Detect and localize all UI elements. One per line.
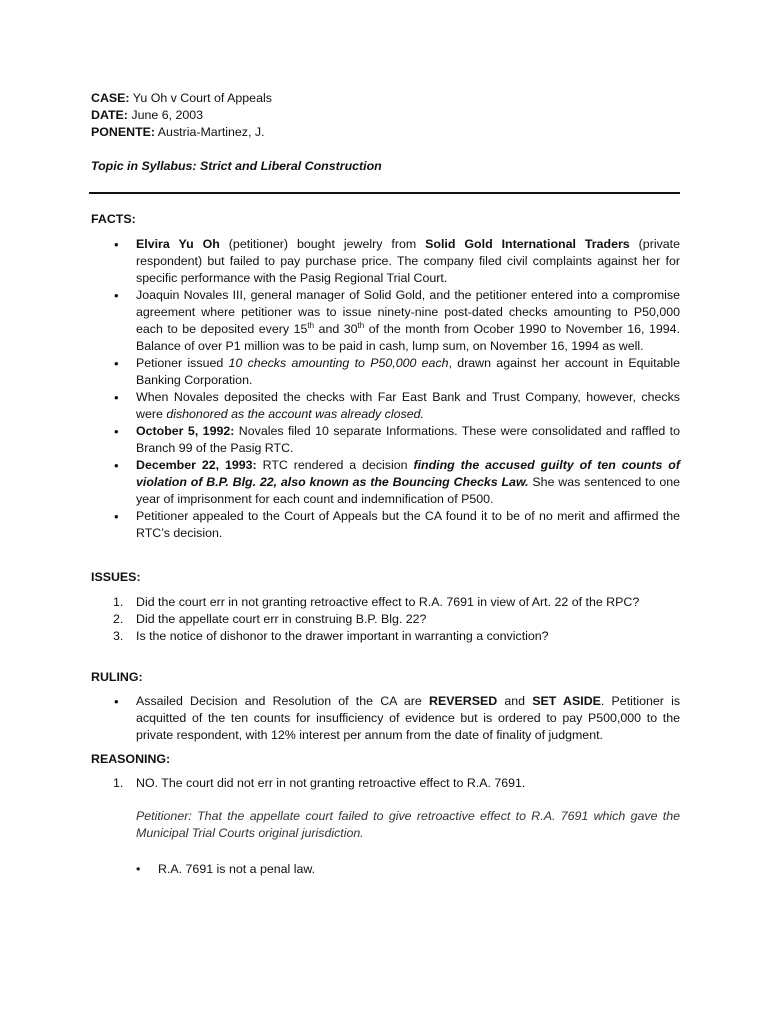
- reasoning-list: [91, 775, 680, 792]
- issues-heading: ISSUES:: [91, 570, 141, 584]
- ruling-item: • Assailed Decision and Resolution of the CA are REVERSED and SET ASIDE. Petitioner is acquitted of the ten counts for insufficiency of evidence but is ordered to pay P500,000 to the private respondent, with 12% interest per annum from the date of finality of judgment.: [91, 693, 680, 744]
- fact-item: • October 5, 1992: Novales filed 10 separate Informations. These were consolidated and raffled to Branch 99 of the Pasig RTC.: [91, 423, 680, 457]
- document-page: CASE: Yu Oh v Court of Appeals DATE: June 6, 2003 PONENTE: Austria-Martinez, J. Topic in Syllabus: Strict and Liberal Construction FACTS: • Elvira Yu Oh (petitioner) bought jewelry from Solid Gold International Traders (private respondent) but failed to pay purchase price. The company filed civil complaints against her for specific performance with the Pasig Regional Trial Court. • Joaquin Novales III, general manager of Solid Gold, and the petitioner entered into a compromise agreement where petitioner was to issue ninety-nine post-dated checks amounting to P50,000 each to be deposited every 15th and 30th of the month from Ocober 1990 to November 16, 1994. Balance of over P1 million was to be paid in cash, lump sum, on November 16, 1994 as well. • Petioner issued 10 checks amounting to P50,000 each, drawn against her account in Equitable Banking Corporation. • When Novales deposited the checks with Far East Bank and Trust Company, however, checks were dishonored as the account was already closed. • October 5, 1992: Novales filed 10 separate Informations. These were consolidated and raffled to Branch 99 of the Pasig RTC. • December 22, 1993: RTC rendered a decision finding the accused guilty of ten counts of violation of B.P. Blg. 22, also known as the Bouncing Checks Law. She was sentenced to one year of imprisonment for each count and indemnification of P500. • Petitioner appealed to the Court of Appeals but the CA found it to be of no merit and affirmed the RTC’s decision. ISSUES: 1. Did the court err in not granting retroactive effect to R.A. 7691 in view of Art. 22 of the RPC? 2. Did the appellate court err in construing B.P. Blg. 22? 3. Is the notice of dishonor to the drawer important in warranting a conviction? RULING: • Assailed Decision and Resolution of the CA are REVERSED and SET ASIDE. Petitioner is acquitted of the ten counts for insufficiency of evidence but is ordered to pay P500,000 to the private respondent, with 12% interest per annum from the date of finality of judgment. REASONING: 1. NO. The court did not err in not granting retroactive effect to R.A. 7691. Petitioner: That the appellate court failed to give retroactive effect to R.A. 7691 which gave the Municipal Trial Courts original jurisdiction. • R.A. 7691 is not a penal law.: [0, 0, 768, 1024]
- reasoning-item: 1. NO. The court did not err in not granting retroactive effect to R.A. 7691.: [113, 776, 526, 790]
- fact-item: • Petioner issued 10 checks amounting to P50,000 each, drawn against her account in Equitable Banking Corporation.: [91, 355, 680, 389]
- case-header: [91, 90, 691, 141]
- issue-item: 1. Did the court err in not granting retroactive effect to R.A. 7691 in view of Art. 22 of the RPC?: [113, 595, 640, 609]
- fact-item: • When Novales deposited the checks with Far East Bank and Trust Company, however, checks were dishonored as the account was already closed.: [91, 389, 680, 423]
- facts-list: [91, 236, 680, 542]
- fact-item: • December 22, 1993: RTC rendered a decision finding the accused guilty of ten counts of violation of B.P. Blg. 22, also known as the Bouncing Checks Law. She was sentenced to one year of imprisonment for each count and indemnification of P500.: [91, 457, 680, 508]
- facts-heading: FACTS:: [91, 212, 136, 226]
- syllabus-topic: Topic in Syllabus: Strict and Liberal Construction: [91, 159, 382, 173]
- issue-item: 3. Is the notice of dishonor to the drawer important in warranting a conviction?: [113, 629, 549, 643]
- reasoning-heading: REASONING:: [91, 752, 171, 766]
- ruling-list: [91, 693, 680, 744]
- ponente-line: PONENTE: Austria-Martinez, J.: [91, 125, 265, 139]
- issues-list: [91, 594, 680, 645]
- issue-item: 2. Did the appellate court err in construing B.P. Blg. 22?: [113, 612, 427, 626]
- ruling-heading: RULING:: [91, 670, 143, 684]
- fact-item: • Petitioner appealed to the Court of Appeals but the CA found it to be of no merit and affirmed the RTC’s decision.: [91, 508, 680, 542]
- date-line: DATE: June 6, 2003: [91, 108, 204, 122]
- case-line: CASE: Yu Oh v Court of Appeals: [91, 91, 272, 105]
- bullet-dot: •: [136, 862, 141, 876]
- fact-item: • Joaquin Novales III, general manager of Solid Gold, and the petitioner entered into a compromise agreement where petitioner was to issue ninety-nine post-dated checks amounting to P50,000 each to be deposited every 15th and 30th of the month from Ocober 1990 to November 16, 1994. Balance of over P1 million was to be paid in cash, lump sum, on November 16, 1994 as well.: [91, 287, 680, 355]
- petitioner-argument: Petitioner: That the appellate court failed to give retroactive effect to R.A. 7691 which gave the Municipal Trial Courts original jurisdiction.: [136, 809, 680, 840]
- fact-item: • Elvira Yu Oh (petitioner) bought jewelry from Solid Gold International Traders (private respondent) but failed to pay purchase price. The company filed civil complaints against her for specific performance with the Pasig Regional Trial Court.: [91, 236, 680, 287]
- horizontal-divider: [89, 192, 680, 194]
